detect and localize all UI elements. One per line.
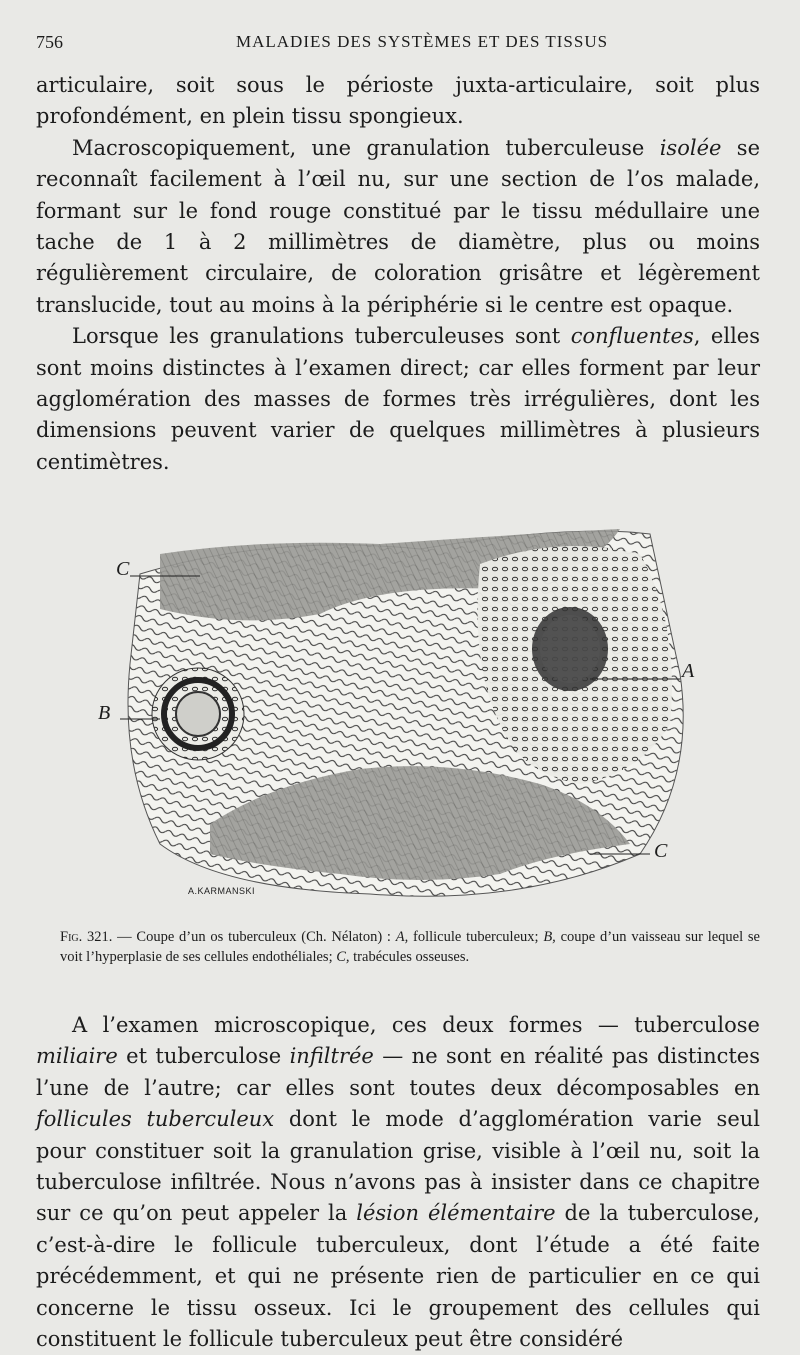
paragraph-3: Lorsque les granulations tuberculeuses sont confluentes, elles sont moins distinctes à l’examen direct; car elles forment par leur agglomération des masses de formes très irrégulières, dont les dimensions peuvent varier de quelques millimètres à plusieurs centimètres. [36, 324, 760, 474]
figure-reference: Fig. 321. [60, 929, 113, 945]
paragraph-2: Macroscopiquement, une granulation tuberculeuse isolée se reconnaît facilement à l’œil nu, sur une section de l’os malade, formant sur le fond rouge constitué par le tissu médullaire une tache de 1 à 2 millimètres de diamètre, plus ou moins régulièrement circulaire, de coloration grisâtre et légèrement translucide, tout au moins à la périphérie si le centre est opaque. [36, 135, 760, 317]
page-number: 756 [36, 32, 63, 52]
text-block-bottom [36, 1010, 760, 1355]
page-header [36, 30, 760, 58]
figure-caption: Fig. 321. — Coupe d’un os tuberculeux (Ch. Nélaton) : A, follicule tuberculeux; B, coupe d’un vaisseau sur lequel se voit l’hyperplasie de ses cellules endothéliales; C, trabécules osseuses. [60, 929, 760, 965]
running-title: MALADIES DES SYSTÈMES ET DES TISSUS [236, 32, 609, 51]
label-a: A [682, 660, 695, 682]
paragraph-4: A l’examen microscopique, ces deux formes — tuberculose miliaire et tuberculose infiltrée — ne sont en réalité pas distinctes l’une de l’autre; car elles sont toutes deux décomposables en follicules tuberculeux dont le mode d’agglomération varie seul pour constituer soit la granulation grise, visible à l’œil nu, soit la tuberculose infiltrée. Nous n’avons pas à insister dans ce chapitre sur ce qu’on peut appeler la lésion élémentaire de la tuberculose, c’est-à-dire le follicule tuberculeux, dont l’étude a été faite précédemment, et qui ne présente rien de particulier en ce qui concerne le tissu osseux. Ici le groupement des cellules qui constituent le follicule tuberculeux peut être considéré [36, 1013, 761, 1352]
paragraph-1: articulaire, soit sous le périoste juxta-articulaire, soit plus profondément, en plein tissu spongieux. [36, 73, 760, 129]
text-block-top [36, 70, 760, 478]
label-c-bottom: C [654, 840, 668, 862]
label-c-top: C [116, 558, 130, 580]
label-b: B [98, 702, 111, 724]
engraver-signature: A.KARMANSKI [188, 886, 256, 896]
figure-bone-section [98, 514, 695, 906]
histology-illustration [120, 514, 695, 906]
